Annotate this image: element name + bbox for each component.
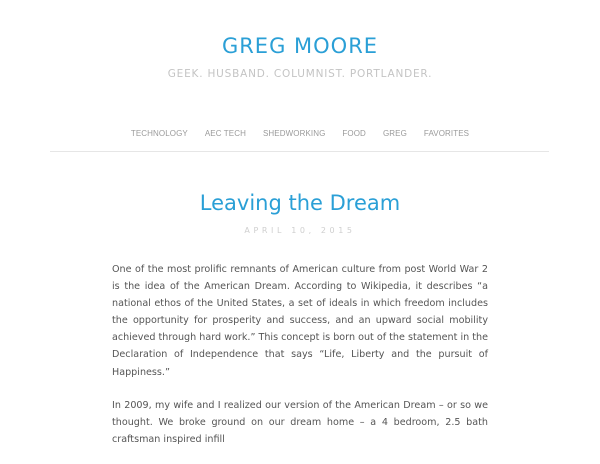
header-divider: [50, 151, 549, 152]
post-paragraph: One of the most prolific remnants of American culture from post World War 2 is the idea of the American Dream. According to Wikipedia, it describes “a national ethos of the United States, a set of ideals in which freedom includes the opportunity for prosperity and success, and an upward social mobility achieved through hard work.” This concept is born out of the statement in the Declaration of Independence that says “Life, Liberty and the pursuit of Happiness.”: [112, 264, 488, 378]
post-date[interactable]: APRIL 10, 2015: [244, 226, 356, 235]
site-tagline: GEEK. HUSBAND. COLUMNIST. PORTLANDER.: [167, 68, 433, 80]
nav-item-greg[interactable]: GREG: [382, 129, 407, 138]
nav-item-food[interactable]: FOOD: [342, 129, 366, 138]
nav-item-shedworking[interactable]: SHEDWORKING: [262, 129, 326, 138]
nav-item-favorites[interactable]: FAVORITES: [423, 129, 470, 138]
post-title[interactable]: Leaving the Dream: [199, 191, 401, 215]
site-title-link[interactable]: GREG MOORE: [221, 34, 379, 58]
nav-item-technology[interactable]: TECHNOLOGY: [130, 129, 188, 138]
main-navigation: [0, 129, 600, 138]
post-content: [112, 261, 488, 464]
post-paragraph: In 2009, my wife and I realized our version of the American Dream – or so we thought. We broke ground on our dream home – a 4 bedroom, 2.5 bath craftsman inspired infill: [112, 399, 488, 445]
nav-item-aec-tech[interactable]: AEC TECH: [204, 129, 246, 138]
